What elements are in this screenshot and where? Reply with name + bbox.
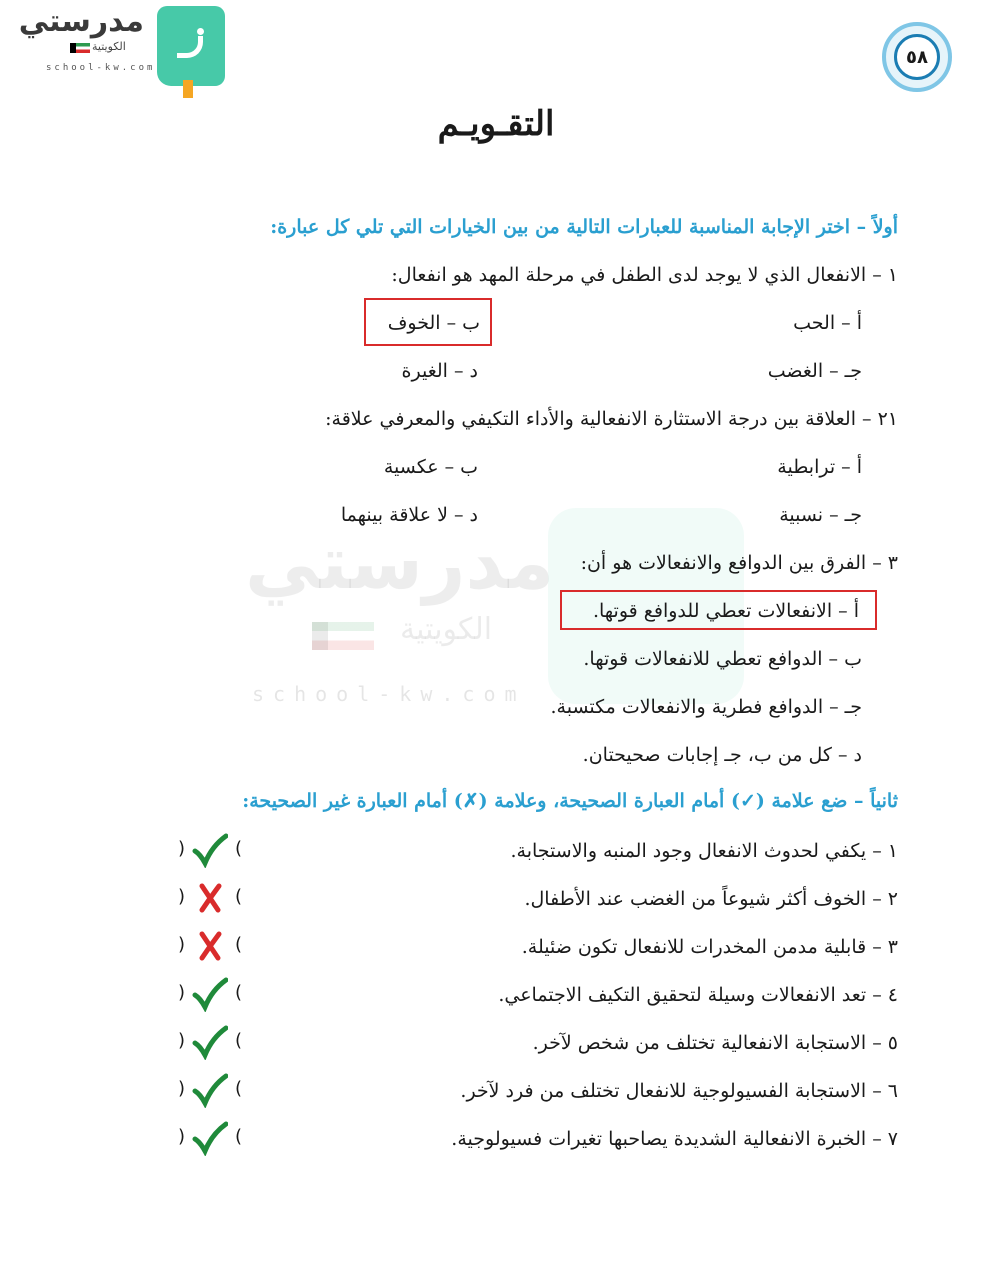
page-title: التقـويـم (437, 104, 555, 144)
watermark-flag-icon (312, 622, 374, 650)
q3-option-a-answer-box (560, 590, 877, 630)
statement-5: ٥ – الاستجابة الانفعالية تختلف من شخص لآخر. (532, 1032, 898, 1054)
q3-option-d: د – كل من ب، جـ إجابات صحيحتان. (582, 744, 862, 766)
q2-option-c: جـ – نسبية (779, 504, 862, 526)
answer-bracket-5 (178, 1024, 242, 1064)
bracket-close: ) (178, 1126, 186, 1147)
logo-name: مدرستي (18, 4, 144, 39)
section2-heading: ثانياً – ضع علامة (✓) أمام العبارة الصحيحة، وعلامة (✗) أمام العبارة غير الصحيحة: (242, 790, 898, 812)
q1-option-d: د – الغيرة (401, 360, 478, 382)
statement-1: ١ – يكفي لحدوث الانفعال وجود المنبه والاستجابة. (510, 840, 898, 862)
check-icon (192, 832, 228, 868)
answer-bracket-4 (178, 976, 242, 1016)
watermark-subtitle: الكويتية (400, 612, 493, 647)
page-number-badge (882, 22, 952, 92)
q1-option-c: جـ – الغضب (767, 360, 862, 382)
q1-option-b-answer-box (364, 298, 492, 346)
statement-2: ٢ – الخوف أكثر شيوعاً من الغضب عند الأطفال. (524, 888, 898, 910)
logo-url: school-kw.com (46, 63, 156, 73)
bracket-open: ( (234, 1126, 242, 1147)
answer-bracket-2 (178, 880, 242, 920)
check-icon (192, 1024, 228, 1060)
q3-option-a: أ – الانفعالات تعطي للدوافع قوتها. (592, 600, 859, 622)
bracket-close: ) (178, 1030, 186, 1051)
kuwait-flag-icon (70, 43, 90, 53)
bracket-close: ) (178, 886, 186, 907)
q2-option-a: أ – ترابطية (777, 456, 862, 478)
q3-option-b: ب – الدوافع تعطي للانفعالات قوتها. (583, 648, 862, 670)
q2-stem: ٢١ – العلاقة بين درجة الاستثارة الانفعالية والأداء التكيفي والمعرفي علاقة: (325, 408, 898, 430)
bracket-open: ( (234, 1030, 242, 1051)
logo-subtitle: الكويتية (92, 40, 126, 53)
bracket-close: ) (178, 1078, 186, 1099)
answer-bracket-3 (178, 928, 242, 968)
section1-heading: أولاً – اختر الإجابة المناسبة للعبارات التالية من بين الخيارات التي تلي كل عبارة: (270, 216, 898, 238)
statement-3: ٣ – قابلية مدمن المخدرات للانفعال تكون ضئيلة. (521, 936, 898, 958)
bracket-open: ( (234, 1078, 242, 1099)
check-icon (192, 1072, 228, 1108)
check-icon (192, 1120, 228, 1156)
q1-stem: ١ – الانفعال الذي لا يوجد لدى الطفل في مرحلة المهد هو انفعال: (391, 264, 898, 286)
cross-icon (192, 928, 228, 964)
bracket-close: ) (178, 934, 186, 955)
statement-7: ٧ – الخبرة الانفعالية الشديدة يصاحبها تغيرات فسيولوجية. (451, 1128, 898, 1150)
q1-option-a: أ – الحب (793, 312, 862, 334)
cross-icon (192, 880, 228, 916)
q2-option-b: ب – عكسية (383, 456, 478, 478)
statement-4: ٤ – تعد الانفعالات وسيلة لتحقيق التكيف الاجتماعي. (498, 984, 898, 1006)
q1-option-b: ب – الخوف (387, 312, 480, 334)
bracket-open: ( (234, 982, 242, 1003)
watermark-url: school-kw.com (252, 682, 526, 706)
page-number: ٥٨ (894, 34, 940, 80)
statement-6: ٦ – الاستجابة الفسيولوجية للانفعال تختلف من فرد لآخر. (460, 1080, 898, 1102)
bracket-open: ( (234, 886, 242, 907)
answer-bracket-6 (178, 1072, 242, 1112)
answer-bracket-1 (178, 832, 242, 872)
q3-option-c: جـ – الدوافع فطرية والانفعالات مكتسبة. (550, 696, 862, 718)
answer-bracket-7 (178, 1120, 242, 1160)
logo-badge-icon (157, 6, 225, 86)
q3-stem: ٣ – الفرق بين الدوافع والانفعالات هو أن: (580, 552, 898, 574)
bracket-close: ) (178, 838, 186, 859)
bracket-open: ( (234, 838, 242, 859)
q2-option-d: د – لا علاقة بينهما (340, 504, 478, 526)
bracket-open: ( (234, 934, 242, 955)
check-icon (192, 976, 228, 1012)
bracket-close: ) (178, 982, 186, 1003)
watermark-name: مدرستي (245, 520, 555, 606)
